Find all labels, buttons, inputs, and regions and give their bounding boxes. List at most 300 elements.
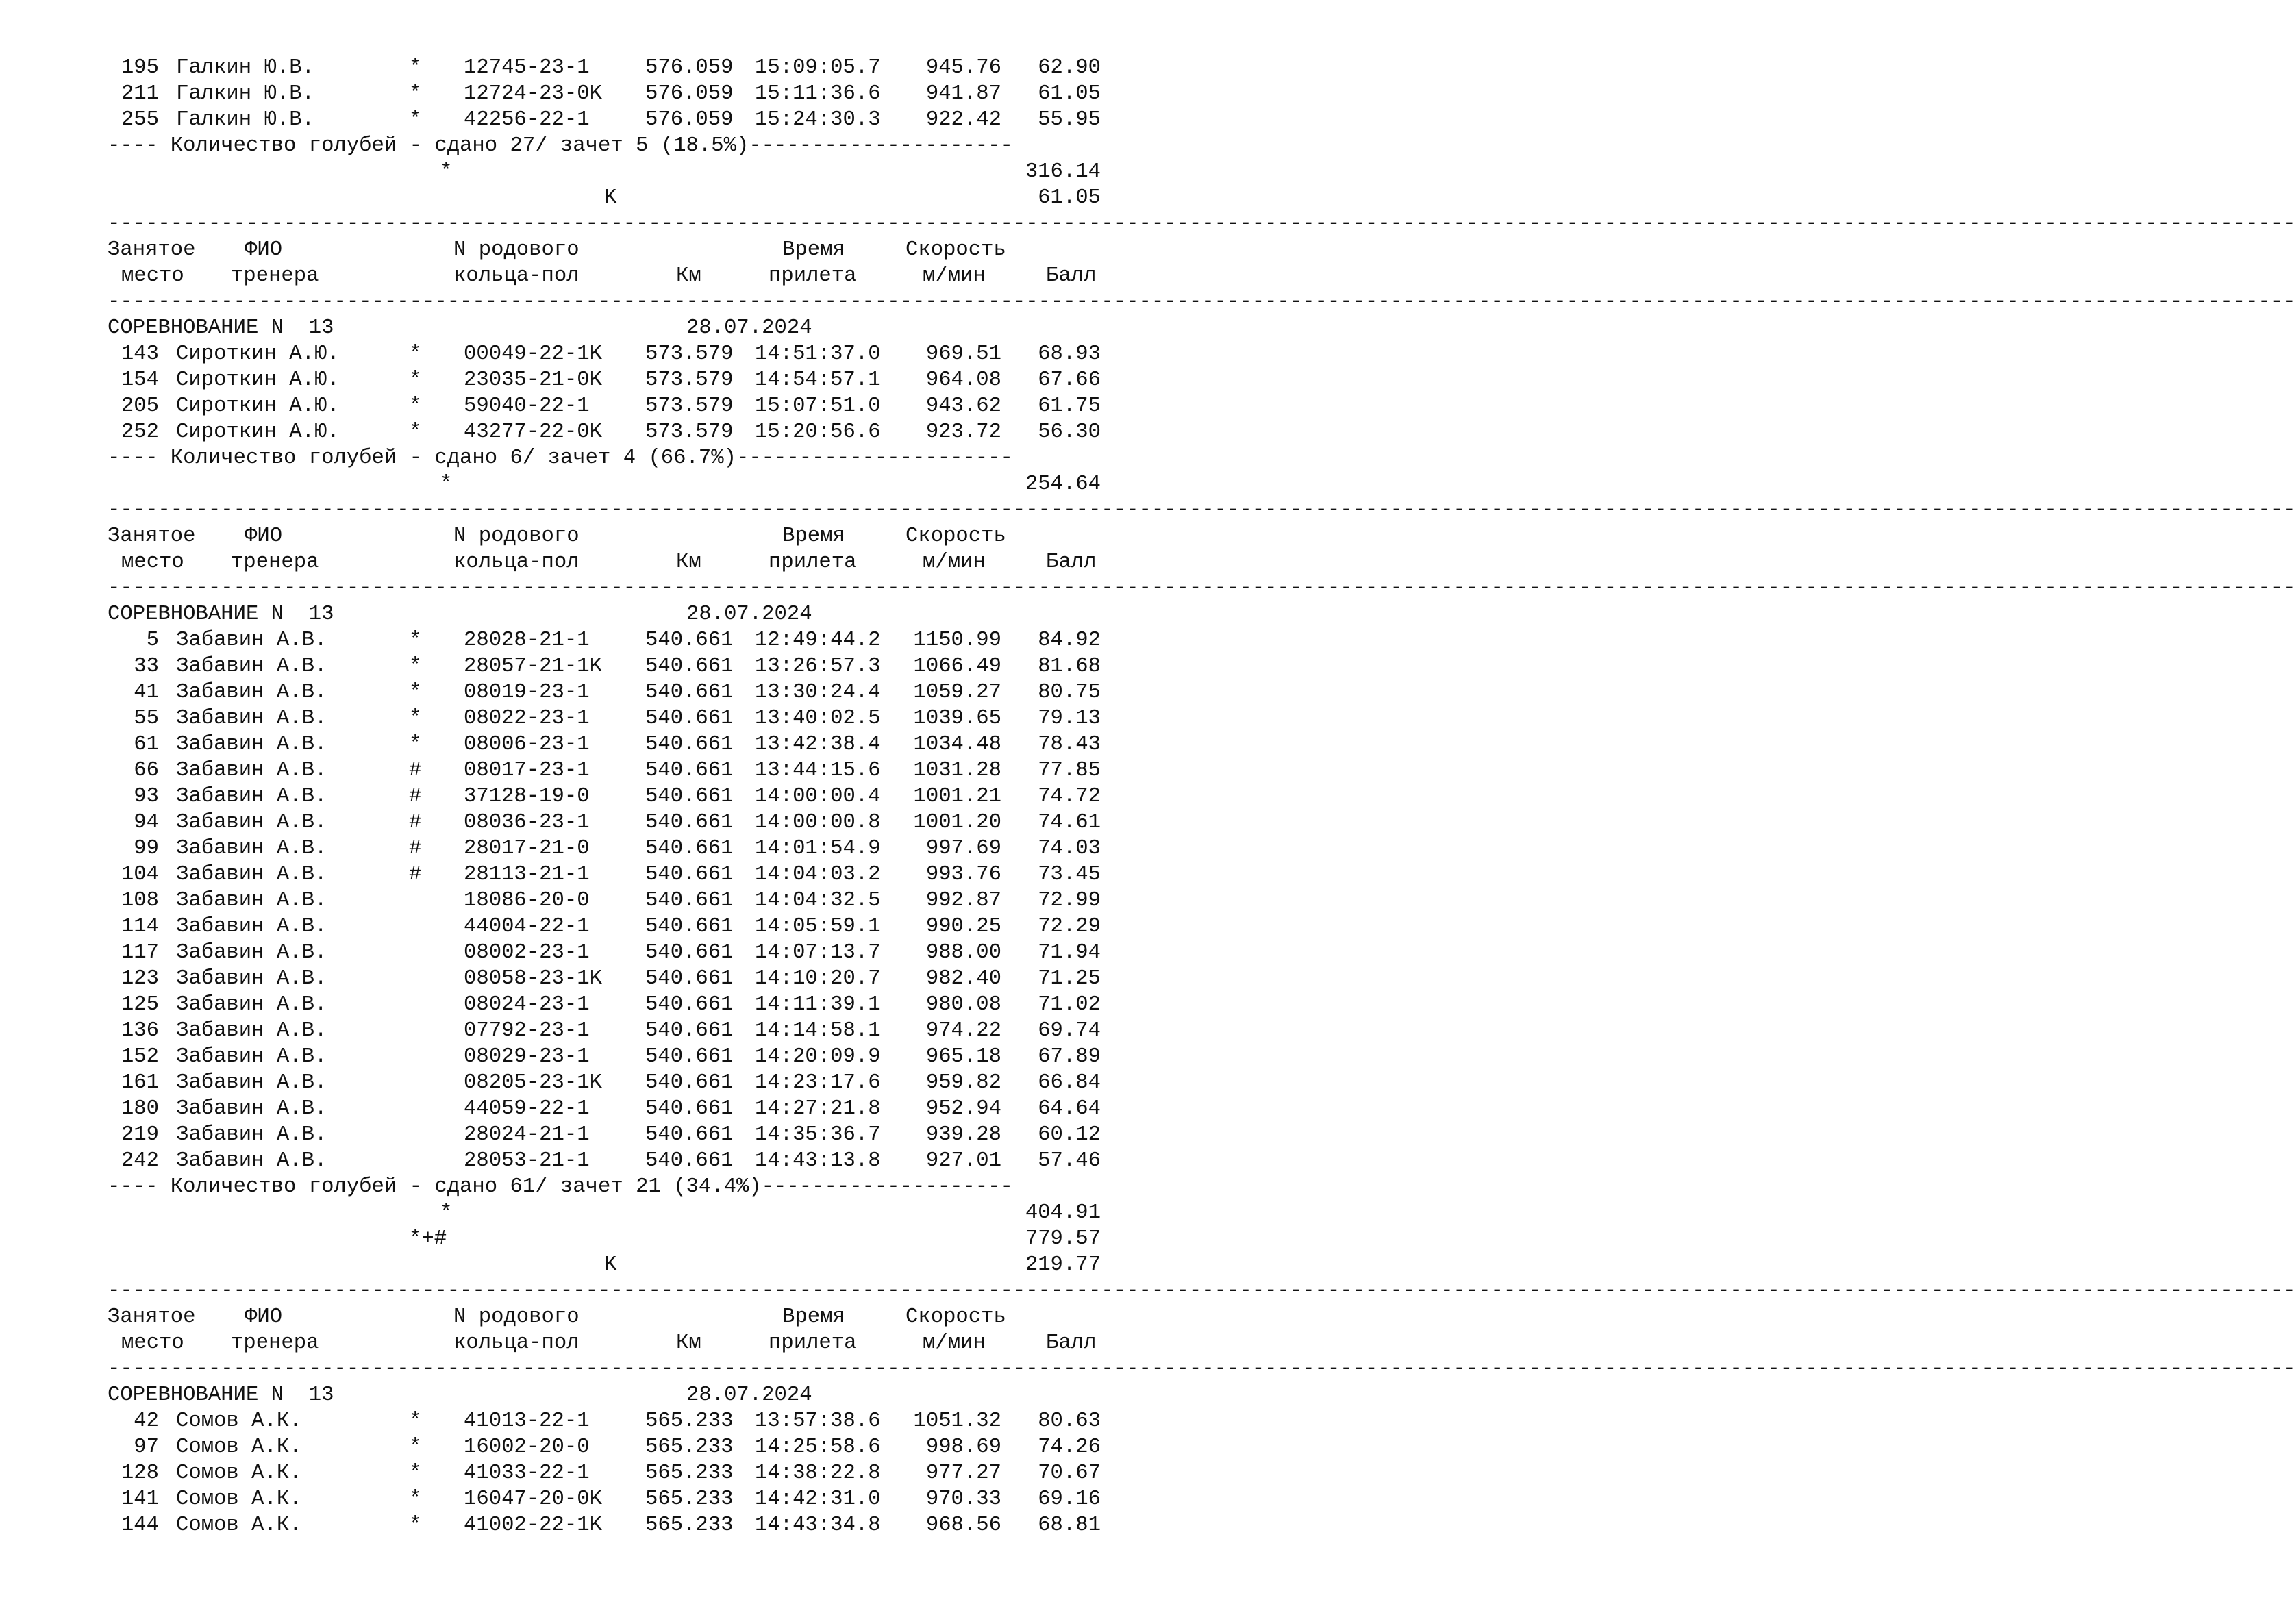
competition-date: 28.07.2024 xyxy=(686,1384,812,1407)
score: 61.75 xyxy=(1038,395,1101,418)
header-place: Занятое xyxy=(108,238,196,262)
mark: # xyxy=(409,759,422,782)
place: 33 xyxy=(134,655,159,678)
ring-number: 08002-23-1 xyxy=(464,941,590,964)
arrival-time: 14:04:32.5 xyxy=(755,889,881,912)
ring-number: 42256-22-1 xyxy=(464,108,590,132)
place: 42 xyxy=(134,1410,159,1433)
mark: * xyxy=(409,733,422,756)
place: 143 xyxy=(121,342,159,366)
distance-km: 540.661 xyxy=(645,785,734,808)
speed: 992.87 xyxy=(925,889,1001,912)
separator-line: ------------------------------------------------------------------------------------------------------------------------------------------------------------------------------ xyxy=(108,1279,2296,1303)
separator-line: ------------------------------------------------------------------------------------------------------------------------------------------------------------------------------ xyxy=(108,290,2296,314)
header-score: Балл xyxy=(1046,551,1097,574)
ring-number: 07792-23-1 xyxy=(464,1019,590,1042)
distance-km: 540.661 xyxy=(645,1019,734,1042)
total-value: 404.91 xyxy=(1025,1201,1101,1225)
speed: 980.08 xyxy=(925,993,1001,1016)
speed: 1039.65 xyxy=(913,707,1001,730)
distance-km: 540.661 xyxy=(645,837,734,860)
header-time: Время xyxy=(782,238,845,262)
ring-number: 41033-22-1 xyxy=(464,1462,590,1485)
ring-number: 08036-23-1 xyxy=(464,811,590,834)
total-value: 254.64 xyxy=(1025,473,1101,496)
separator-line: ------------------------------------------------------------------------------------------------------------------------------------------------------------------------------ xyxy=(108,499,2296,522)
speed: 977.27 xyxy=(925,1462,1001,1485)
header-speed: м/мин xyxy=(923,551,986,574)
trainer-name: Забавин А.В. xyxy=(176,1071,327,1094)
header-km: Км xyxy=(676,264,701,288)
speed: 969.51 xyxy=(925,342,1001,366)
place: 219 xyxy=(121,1123,159,1147)
header-name: ФИО xyxy=(245,525,283,548)
total-label: * xyxy=(440,160,453,184)
mark: * xyxy=(409,108,422,132)
ring-number: 37128-19-0 xyxy=(464,785,590,808)
ring-number: 28053-21-1 xyxy=(464,1149,590,1173)
ring-number: 28028-21-1 xyxy=(464,629,590,652)
arrival-time: 14:04:03.2 xyxy=(755,863,881,886)
distance-km: 565.233 xyxy=(645,1410,734,1433)
arrival-time: 13:40:02.5 xyxy=(755,707,881,730)
place: 255 xyxy=(121,108,159,132)
ring-number: 16047-20-0K xyxy=(464,1488,602,1511)
score: 79.13 xyxy=(1038,707,1101,730)
score: 84.92 xyxy=(1038,629,1101,652)
arrival-time: 14:35:36.7 xyxy=(755,1123,881,1147)
place: 41 xyxy=(134,681,159,704)
separator-line: ------------------------------------------------------------------------------------------------------------------------------------------------------------------------------ xyxy=(108,1357,2296,1381)
speed: 974.22 xyxy=(925,1019,1001,1042)
arrival-time: 14:00:00.8 xyxy=(755,811,881,834)
speed: 970.33 xyxy=(925,1488,1001,1511)
ring-number: 08022-23-1 xyxy=(464,707,590,730)
trainer-name: Сироткин А.Ю. xyxy=(176,395,340,418)
trainer-name: Забавин А.В. xyxy=(176,811,327,834)
place: 128 xyxy=(121,1462,159,1485)
place: 55 xyxy=(134,707,159,730)
score: 71.02 xyxy=(1038,993,1101,1016)
speed: 990.25 xyxy=(925,915,1001,938)
ring-number: 08024-23-1 xyxy=(464,993,590,1016)
distance-km: 540.661 xyxy=(645,1045,734,1068)
mark: # xyxy=(409,837,422,860)
score: 80.63 xyxy=(1038,1410,1101,1433)
speed: 1034.48 xyxy=(913,733,1001,756)
arrival-time: 12:49:44.2 xyxy=(755,629,881,652)
place: 242 xyxy=(121,1149,159,1173)
distance-km: 540.661 xyxy=(645,1149,734,1173)
mark: * xyxy=(409,82,422,105)
score: 67.89 xyxy=(1038,1045,1101,1068)
trainer-name: Сироткин А.Ю. xyxy=(176,368,340,392)
speed: 939.28 xyxy=(925,1123,1001,1147)
speed: 945.76 xyxy=(925,56,1001,79)
speed: 1051.32 xyxy=(913,1410,1001,1433)
header-ring: кольца-пол xyxy=(453,1331,579,1355)
header-place: место xyxy=(121,1331,184,1355)
separator-line: ------------------------------------------------------------------------------------------------------------------------------------------------------------------------------ xyxy=(108,212,2296,236)
distance-km: 540.661 xyxy=(645,1071,734,1094)
distance-km: 573.579 xyxy=(645,368,734,392)
trainer-name: Забавин А.В. xyxy=(176,629,327,652)
header-time: прилета xyxy=(769,551,857,574)
trainer-name: Сироткин А.Ю. xyxy=(176,421,340,444)
score: 74.61 xyxy=(1038,811,1101,834)
place: 154 xyxy=(121,368,159,392)
total-label: * xyxy=(440,1201,453,1225)
place: 136 xyxy=(121,1019,159,1042)
distance-km: 540.661 xyxy=(645,759,734,782)
distance-km: 540.661 xyxy=(645,629,734,652)
place: 161 xyxy=(121,1071,159,1094)
ring-number: 08017-23-1 xyxy=(464,759,590,782)
arrival-time: 14:05:59.1 xyxy=(755,915,881,938)
header-place: место xyxy=(121,551,184,574)
trainer-name: Забавин А.В. xyxy=(176,993,327,1016)
arrival-time: 14:14:58.1 xyxy=(755,1019,881,1042)
speed: 943.62 xyxy=(925,395,1001,418)
mark: * xyxy=(409,1410,422,1433)
score: 56.30 xyxy=(1038,421,1101,444)
score: 69.74 xyxy=(1038,1019,1101,1042)
place: 252 xyxy=(121,421,159,444)
mark: * xyxy=(409,342,422,366)
distance-km: 540.661 xyxy=(645,993,734,1016)
ring-number: 41013-22-1 xyxy=(464,1410,590,1433)
trainer-name: Забавин А.В. xyxy=(176,889,327,912)
score: 55.95 xyxy=(1038,108,1101,132)
arrival-time: 14:20:09.9 xyxy=(755,1045,881,1068)
total-label: *+# xyxy=(409,1227,447,1251)
distance-km: 565.233 xyxy=(645,1436,734,1459)
ring-number: 28017-21-0 xyxy=(464,837,590,860)
ring-number: 08029-23-1 xyxy=(464,1045,590,1068)
competition-label: СОРЕВНОВАНИЕ N 13 xyxy=(108,603,334,626)
score: 64.64 xyxy=(1038,1097,1101,1121)
trainer-name: Сомов А.К. xyxy=(176,1436,302,1459)
header-place: место xyxy=(121,264,184,288)
summary-line: ---- Количество голубей - сдано 27/ зачет 5 (18.5%)--------------------- xyxy=(108,134,1013,158)
trainer-name: Забавин А.В. xyxy=(176,681,327,704)
distance-km: 540.661 xyxy=(645,863,734,886)
place: 144 xyxy=(121,1514,159,1537)
place: 66 xyxy=(134,759,159,782)
score: 74.03 xyxy=(1038,837,1101,860)
mark: * xyxy=(409,707,422,730)
arrival-time: 14:01:54.9 xyxy=(755,837,881,860)
distance-km: 576.059 xyxy=(645,82,734,105)
score: 62.90 xyxy=(1038,56,1101,79)
trainer-name: Забавин А.В. xyxy=(176,915,327,938)
distance-km: 540.661 xyxy=(645,915,734,938)
ring-number: 18086-20-0 xyxy=(464,889,590,912)
trainer-name: Забавин А.В. xyxy=(176,1097,327,1121)
summary-line: ---- Количество голубей - сдано 61/ зачет 21 (34.4%)-------------------- xyxy=(108,1175,1013,1199)
place: 97 xyxy=(134,1436,159,1459)
distance-km: 540.661 xyxy=(645,681,734,704)
trainer-name: Забавин А.В. xyxy=(176,863,327,886)
speed: 1001.21 xyxy=(913,785,1001,808)
arrival-time: 13:57:38.6 xyxy=(755,1410,881,1433)
total-label: * xyxy=(440,473,453,496)
place: 180 xyxy=(121,1097,159,1121)
ring-number: 08019-23-1 xyxy=(464,681,590,704)
trainer-name: Галкин Ю.В. xyxy=(176,82,314,105)
ring-number: 23035-21-0K xyxy=(464,368,602,392)
place: 205 xyxy=(121,395,159,418)
speed: 1066.49 xyxy=(913,655,1001,678)
mark: * xyxy=(409,681,422,704)
arrival-time: 15:20:56.6 xyxy=(755,421,881,444)
place: 141 xyxy=(121,1488,159,1511)
speed: 1150.99 xyxy=(913,629,1001,652)
score: 68.93 xyxy=(1038,342,1101,366)
header-place: Занятое xyxy=(108,1305,196,1329)
distance-km: 576.059 xyxy=(645,108,734,132)
place: 61 xyxy=(134,733,159,756)
ring-number: 28057-21-1K xyxy=(464,655,602,678)
ring-number: 16002-20-0 xyxy=(464,1436,590,1459)
ring-number: 00049-22-1K xyxy=(464,342,602,366)
score: 80.75 xyxy=(1038,681,1101,704)
separator-line: ------------------------------------------------------------------------------------------------------------------------------------------------------------------------------ xyxy=(108,577,2296,600)
distance-km: 540.661 xyxy=(645,1097,734,1121)
trainer-name: Галкин Ю.В. xyxy=(176,56,314,79)
header-km: Км xyxy=(676,1331,701,1355)
header-score: Балл xyxy=(1046,1331,1097,1355)
summary-line: ---- Количество голубей - сдано 6/ зачет 4 (66.7%)---------------------- xyxy=(108,447,1013,470)
total-value: 61.05 xyxy=(1038,186,1101,210)
distance-km: 540.661 xyxy=(645,733,734,756)
score: 71.94 xyxy=(1038,941,1101,964)
score: 74.26 xyxy=(1038,1436,1101,1459)
header-ring: N родового xyxy=(453,525,579,548)
speed: 968.56 xyxy=(925,1514,1001,1537)
score: 71.25 xyxy=(1038,967,1101,990)
arrival-time: 14:27:21.8 xyxy=(755,1097,881,1121)
trainer-name: Галкин Ю.В. xyxy=(176,108,314,132)
ring-number: 08058-23-1K xyxy=(464,967,602,990)
ring-number: 41002-22-1K xyxy=(464,1514,602,1537)
mark: * xyxy=(409,56,422,79)
score: 66.84 xyxy=(1038,1071,1101,1094)
header-ring: кольца-пол xyxy=(453,551,579,574)
trainer-name: Забавин А.В. xyxy=(176,733,327,756)
arrival-time: 14:23:17.6 xyxy=(755,1071,881,1094)
speed: 997.69 xyxy=(925,837,1001,860)
total-label: K xyxy=(604,186,617,210)
distance-km: 540.661 xyxy=(645,889,734,912)
arrival-time: 14:07:13.7 xyxy=(755,941,881,964)
place: 93 xyxy=(134,785,159,808)
ring-number: 28024-21-1 xyxy=(464,1123,590,1147)
header-name: тренера xyxy=(231,1331,319,1355)
place: 125 xyxy=(121,993,159,1016)
mark: * xyxy=(409,1488,422,1511)
total-value: 779.57 xyxy=(1025,1227,1101,1251)
distance-km: 540.661 xyxy=(645,1123,734,1147)
header-place: Занятое xyxy=(108,525,196,548)
trainer-name: Забавин А.В. xyxy=(176,1019,327,1042)
place: 99 xyxy=(134,837,159,860)
arrival-time: 13:42:38.4 xyxy=(755,733,881,756)
header-name: тренера xyxy=(231,551,319,574)
arrival-time: 14:43:13.8 xyxy=(755,1149,881,1173)
arrival-time: 14:51:37.0 xyxy=(755,342,881,366)
speed: 927.01 xyxy=(925,1149,1001,1173)
score: 68.81 xyxy=(1038,1514,1101,1537)
mark: # xyxy=(409,785,422,808)
place: 114 xyxy=(121,915,159,938)
distance-km: 565.233 xyxy=(645,1488,734,1511)
trainer-name: Забавин А.В. xyxy=(176,1123,327,1147)
score: 57.46 xyxy=(1038,1149,1101,1173)
score: 69.16 xyxy=(1038,1488,1101,1511)
mark: # xyxy=(409,863,422,886)
speed: 1031.28 xyxy=(913,759,1001,782)
trainer-name: Забавин А.В. xyxy=(176,707,327,730)
header-time: прилета xyxy=(769,1331,857,1355)
header-speed: Скорость xyxy=(906,525,1006,548)
arrival-time: 13:26:57.3 xyxy=(755,655,881,678)
arrival-time: 15:09:05.7 xyxy=(755,56,881,79)
mark: * xyxy=(409,395,422,418)
arrival-time: 13:44:15.6 xyxy=(755,759,881,782)
speed: 923.72 xyxy=(925,421,1001,444)
header-name: тренера xyxy=(231,264,319,288)
total-value: 219.77 xyxy=(1025,1253,1101,1277)
speed: 988.00 xyxy=(925,941,1001,964)
distance-km: 540.661 xyxy=(645,707,734,730)
trainer-name: Сомов А.К. xyxy=(176,1462,302,1485)
header-name: ФИО xyxy=(245,1305,283,1329)
score: 81.68 xyxy=(1038,655,1101,678)
score: 67.66 xyxy=(1038,368,1101,392)
trainer-name: Сомов А.К. xyxy=(176,1488,302,1511)
header-speed: Скорость xyxy=(906,1305,1006,1329)
distance-km: 540.661 xyxy=(645,811,734,834)
distance-km: 576.059 xyxy=(645,56,734,79)
score: 72.99 xyxy=(1038,889,1101,912)
mark: * xyxy=(409,368,422,392)
trainer-name: Сироткин А.Ю. xyxy=(176,342,340,366)
header-score: Балл xyxy=(1046,264,1097,288)
arrival-time: 14:38:22.8 xyxy=(755,1462,881,1485)
speed: 922.42 xyxy=(925,108,1001,132)
distance-km: 573.579 xyxy=(645,421,734,444)
score: 60.12 xyxy=(1038,1123,1101,1147)
mark: * xyxy=(409,629,422,652)
header-name: ФИО xyxy=(245,238,283,262)
competition-label: СОРЕВНОВАНИЕ N 13 xyxy=(108,316,334,340)
trainer-name: Забавин А.В. xyxy=(176,941,327,964)
distance-km: 565.233 xyxy=(645,1462,734,1485)
arrival-time: 15:11:36.6 xyxy=(755,82,881,105)
trainer-name: Забавин А.В. xyxy=(176,1149,327,1173)
place: 5 xyxy=(146,629,159,652)
ring-number: 12724-23-0K xyxy=(464,82,602,105)
arrival-time: 14:10:20.7 xyxy=(755,967,881,990)
ring-number: 44004-22-1 xyxy=(464,915,590,938)
distance-km: 573.579 xyxy=(645,342,734,366)
ring-number: 12745-23-1 xyxy=(464,56,590,79)
place: 152 xyxy=(121,1045,159,1068)
header-time: Время xyxy=(782,1305,845,1329)
mark: * xyxy=(409,1514,422,1537)
speed: 941.87 xyxy=(925,82,1001,105)
header-speed: Скорость xyxy=(906,238,1006,262)
header-ring: N родового xyxy=(453,238,579,262)
trainer-name: Сомов А.К. xyxy=(176,1410,302,1433)
place: 117 xyxy=(121,941,159,964)
trainer-name: Сомов А.К. xyxy=(176,1514,302,1537)
ring-number: 08205-23-1K xyxy=(464,1071,602,1094)
score: 74.72 xyxy=(1038,785,1101,808)
mark: * xyxy=(409,421,422,444)
score: 61.05 xyxy=(1038,82,1101,105)
ring-number: 59040-22-1 xyxy=(464,395,590,418)
speed: 998.69 xyxy=(925,1436,1001,1459)
mark: * xyxy=(409,1436,422,1459)
arrival-time: 14:43:34.8 xyxy=(755,1514,881,1537)
distance-km: 540.661 xyxy=(645,941,734,964)
score: 70.67 xyxy=(1038,1462,1101,1485)
place: 123 xyxy=(121,967,159,990)
place: 108 xyxy=(121,889,159,912)
arrival-time: 14:25:58.6 xyxy=(755,1436,881,1459)
total-label: K xyxy=(604,1253,617,1277)
score: 78.43 xyxy=(1038,733,1101,756)
place: 195 xyxy=(121,56,159,79)
mark: # xyxy=(409,811,422,834)
speed: 964.08 xyxy=(925,368,1001,392)
score: 77.85 xyxy=(1038,759,1101,782)
header-time: прилета xyxy=(769,264,857,288)
place: 211 xyxy=(121,82,159,105)
arrival-time: 14:54:57.1 xyxy=(755,368,881,392)
header-ring: кольца-пол xyxy=(453,264,579,288)
arrival-time: 13:30:24.4 xyxy=(755,681,881,704)
trainer-name: Забавин А.В. xyxy=(176,837,327,860)
arrival-time: 14:42:31.0 xyxy=(755,1488,881,1511)
arrival-time: 15:24:30.3 xyxy=(755,108,881,132)
place: 94 xyxy=(134,811,159,834)
trainer-name: Забавин А.В. xyxy=(176,655,327,678)
ring-number: 44059-22-1 xyxy=(464,1097,590,1121)
place: 104 xyxy=(121,863,159,886)
trainer-name: Забавин А.В. xyxy=(176,967,327,990)
trainer-name: Забавин А.В. xyxy=(176,785,327,808)
speed: 1059.27 xyxy=(913,681,1001,704)
competition-date: 28.07.2024 xyxy=(686,316,812,340)
mark: * xyxy=(409,655,422,678)
ring-number: 28113-21-1 xyxy=(464,863,590,886)
distance-km: 573.579 xyxy=(645,395,734,418)
ring-number: 08006-23-1 xyxy=(464,733,590,756)
arrival-time: 14:11:39.1 xyxy=(755,993,881,1016)
header-speed: м/мин xyxy=(923,1331,986,1355)
speed: 952.94 xyxy=(925,1097,1001,1121)
speed: 965.18 xyxy=(925,1045,1001,1068)
arrival-time: 15:07:51.0 xyxy=(755,395,881,418)
speed: 1001.20 xyxy=(913,811,1001,834)
mark: * xyxy=(409,1462,422,1485)
trainer-name: Забавин А.В. xyxy=(176,759,327,782)
speed: 993.76 xyxy=(925,863,1001,886)
distance-km: 565.233 xyxy=(645,1514,734,1537)
